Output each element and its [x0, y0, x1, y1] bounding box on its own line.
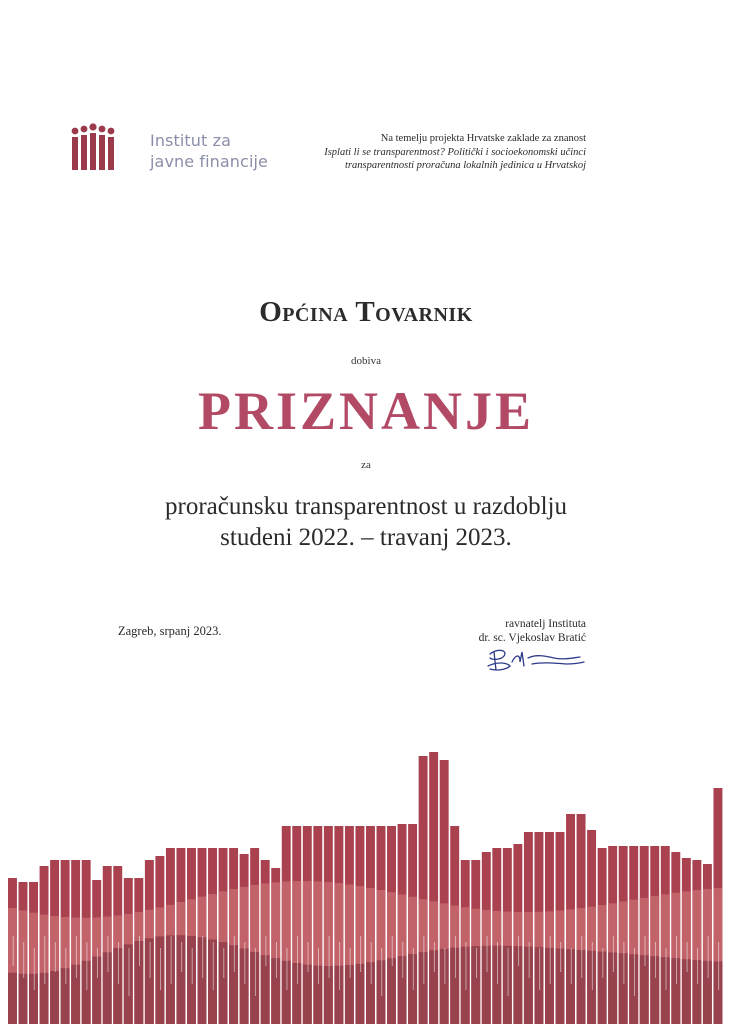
- skyline-gap-line: [139, 936, 140, 966]
- skyline-gap-line: [413, 948, 414, 990]
- skyline-front-bar: [92, 957, 101, 1024]
- skyline-front-bar: [608, 952, 617, 1024]
- skyline-gap-line: [108, 936, 109, 972]
- skyline-front-bar: [219, 942, 228, 1024]
- skyline-gap-line: [329, 936, 330, 978]
- skyline-gap-line: [381, 948, 382, 996]
- skyline-front-bar: [545, 948, 554, 1024]
- skyline-front-bar: [240, 949, 249, 1024]
- skyline-front-bar: [198, 937, 207, 1024]
- director-signature: [484, 644, 588, 674]
- skyline-gap-line: [76, 936, 77, 978]
- skyline-front-bar: [482, 946, 491, 1024]
- institute-logo-icon: [70, 122, 116, 172]
- institute-name: [150, 130, 268, 172]
- skyline-front-bar: [8, 973, 17, 1024]
- skyline-gap-line: [613, 936, 614, 972]
- skyline-gap-line: [487, 936, 488, 972]
- skyline-front-bar: [187, 936, 196, 1024]
- skyline-front-bar: [587, 951, 596, 1024]
- skyline-gap-line: [697, 948, 698, 984]
- skyline-gap-line: [97, 948, 98, 978]
- skyline-front-bar: [292, 963, 301, 1024]
- skyline-front-bar: [513, 946, 522, 1024]
- skyline-front-bar: [355, 964, 364, 1024]
- skyline-front-bar: [61, 968, 70, 1024]
- skyline-front-bar: [577, 950, 586, 1024]
- skyline-gap-line: [634, 948, 635, 996]
- skyline-front-bar: [261, 955, 270, 1024]
- skyline-front-bar: [155, 936, 164, 1024]
- skyline-gap-line: [287, 948, 288, 990]
- skyline-gap-line: [708, 936, 709, 978]
- institute-name-line1: Institut za: [150, 131, 231, 150]
- skyline-front-bar: [419, 952, 428, 1024]
- skyline-gap-line: [55, 942, 56, 972]
- skyline-gap-line: [392, 936, 393, 966]
- skyline-front-bar: [208, 940, 217, 1024]
- skyline-gap-line: [202, 936, 203, 978]
- skyline-front-bar: [398, 956, 407, 1024]
- director-name: dr. sc. Vjekoslav Bratić: [478, 632, 586, 644]
- skyline-front-bar: [19, 974, 28, 1024]
- skyline-front-bar: [145, 938, 154, 1024]
- skyline-front-bar: [440, 949, 449, 1024]
- skyline-front-bar: [429, 950, 438, 1024]
- skyline-front-bar: [334, 966, 343, 1024]
- skyline-front-bar: [313, 966, 322, 1024]
- skyline-gap-line: [160, 948, 161, 990]
- skyline-front-bar: [703, 961, 712, 1024]
- skyline-front-bar: [471, 946, 480, 1024]
- skyline-front-bar: [166, 935, 175, 1024]
- skyline-gap-line: [518, 936, 519, 966]
- award-reason-line1: proračunsku transparentnost u razdoblju: [165, 493, 567, 520]
- decorative-skyline: [8, 748, 724, 1024]
- skyline-gap-line: [255, 948, 256, 996]
- institute-name-line2: javne financije: [150, 152, 268, 171]
- skyline-front-bar: [324, 966, 333, 1024]
- skyline-gap-line: [118, 942, 119, 984]
- skyline-gap-line: [13, 936, 14, 966]
- skyline-gap-line: [466, 942, 467, 990]
- skyline-gap-line: [623, 942, 624, 984]
- skyline-gap-line: [234, 936, 235, 972]
- skyline-front-bar: [692, 960, 701, 1024]
- skyline-gap-line: [539, 948, 540, 990]
- skyline-gap-line: [497, 942, 498, 984]
- recipient-name: Općina Tovarnik: [259, 296, 473, 328]
- skyline-gap-line: [371, 942, 372, 984]
- skyline-front-bar: [713, 961, 722, 1024]
- skyline-gap-line: [476, 948, 477, 978]
- skyline-gap-line: [455, 936, 456, 978]
- skyline-front-bar: [271, 958, 280, 1024]
- skyline-gap-line: [86, 942, 87, 990]
- skyline-gap-line: [529, 942, 530, 978]
- skyline-gap-line: [360, 936, 361, 972]
- award-title: PRIZNANJE: [197, 381, 535, 441]
- skyline-front-bar: [124, 944, 133, 1024]
- project-note-line3: transparentnosti proračuna lokalnih jedinica u Hrvatskoj: [345, 160, 586, 171]
- skyline-gap-line: [23, 942, 24, 978]
- skyline-front-bar: [492, 946, 501, 1024]
- skyline-front-bar: [29, 974, 38, 1024]
- skyline-front-bar: [229, 945, 238, 1024]
- skyline-gap-line: [602, 948, 603, 978]
- skyline-front-bar: [250, 952, 259, 1024]
- receives-word: dobiva: [351, 355, 381, 367]
- director-title: ravnatelj Instituta: [505, 618, 586, 630]
- skyline-gap-line: [666, 948, 667, 990]
- skyline-front-bar: [629, 954, 638, 1024]
- skyline-front-bar: [503, 946, 512, 1024]
- skyline-gap-line: [181, 942, 182, 972]
- skyline-gap-line: [192, 948, 193, 984]
- skyline-gap-line: [592, 942, 593, 990]
- skyline-gap-line: [318, 948, 319, 984]
- skyline-front-bar: [113, 948, 122, 1024]
- skyline-gap-line: [297, 936, 298, 984]
- skyline-gap-line: [223, 948, 224, 978]
- skyline-front-bar: [650, 956, 659, 1024]
- award-reason-line2: studeni 2022. – travanj 2023.: [220, 524, 512, 551]
- skyline-gap-line: [276, 942, 277, 978]
- project-note: [324, 132, 586, 173]
- skyline-gap-line: [560, 942, 561, 972]
- skyline-gap-line: [339, 942, 340, 990]
- skyline-front-bar: [450, 948, 459, 1024]
- skyline-gap-line: [444, 948, 445, 984]
- skyline-front-bar: [366, 962, 375, 1024]
- place-and-date: Zagreb, srpanj 2023.: [118, 624, 222, 638]
- skyline-front-bar: [50, 971, 59, 1024]
- skyline-gap-line: [508, 948, 509, 996]
- skyline-gap-line: [308, 942, 309, 972]
- skyline-front-bar: [82, 961, 91, 1024]
- skyline-front-bar: [303, 965, 312, 1024]
- project-note-line1: Na temelju projekta Hrvatske zaklade za znanost: [380, 133, 586, 144]
- skyline-front-bar: [176, 935, 185, 1024]
- skyline-gap-line: [34, 948, 35, 990]
- skyline-front-bar: [534, 947, 543, 1024]
- skyline-front-bar: [71, 965, 80, 1024]
- institute-logo: [70, 122, 280, 178]
- skyline-gap-line: [129, 948, 130, 996]
- skyline-front-bar: [524, 947, 533, 1024]
- award-reason: [0, 491, 732, 553]
- project-note-line2: Isplati li se transparentnost? Politički i socioekonomski učinci: [324, 146, 586, 158]
- skyline-front-bar: [377, 960, 386, 1024]
- skyline-gap-line: [265, 936, 266, 966]
- skyline-gap-line: [550, 936, 551, 984]
- skyline-front-bar: [461, 947, 470, 1024]
- skyline-gap-line: [571, 948, 572, 984]
- skyline-gap-line: [44, 936, 45, 984]
- skyline-gap-line: [150, 942, 151, 978]
- for-word: za: [361, 459, 371, 471]
- skyline-front-bar: [103, 952, 112, 1024]
- skyline-gap-line: [350, 948, 351, 978]
- skyline-gap-line: [65, 948, 66, 984]
- skyline-gap-line: [244, 942, 245, 984]
- skyline-front-bar: [671, 958, 680, 1024]
- skyline-gap-line: [655, 942, 656, 978]
- skyline-front-bar: [345, 965, 354, 1024]
- skyline-gap-line: [171, 936, 172, 984]
- skyline-gap-line: [581, 936, 582, 978]
- skyline-front-bar: [556, 949, 565, 1024]
- skyline-front-bar: [566, 949, 575, 1024]
- skyline-front-bar: [619, 953, 628, 1024]
- skyline-front-bar: [134, 941, 143, 1024]
- skyline-front-bar: [387, 958, 396, 1024]
- skyline-gap-line: [434, 942, 435, 972]
- skyline-front-bar: [640, 955, 649, 1024]
- skyline-gap-line: [645, 936, 646, 966]
- skyline-front-bar: [282, 961, 291, 1024]
- skyline-gap-line: [718, 942, 719, 990]
- skyline-front-bar: [408, 954, 417, 1024]
- skyline-gap-line: [687, 942, 688, 972]
- skyline-gap-line: [423, 936, 424, 984]
- skyline-gap-line: [676, 936, 677, 984]
- skyline-front-bar: [661, 957, 670, 1024]
- skyline-gap-line: [402, 942, 403, 978]
- skyline-front-bar: [40, 973, 49, 1024]
- skyline-gap-line: [213, 942, 214, 990]
- skyline-front-bar: [682, 959, 691, 1024]
- skyline-front-bar: [598, 952, 607, 1024]
- director-block: [479, 617, 586, 645]
